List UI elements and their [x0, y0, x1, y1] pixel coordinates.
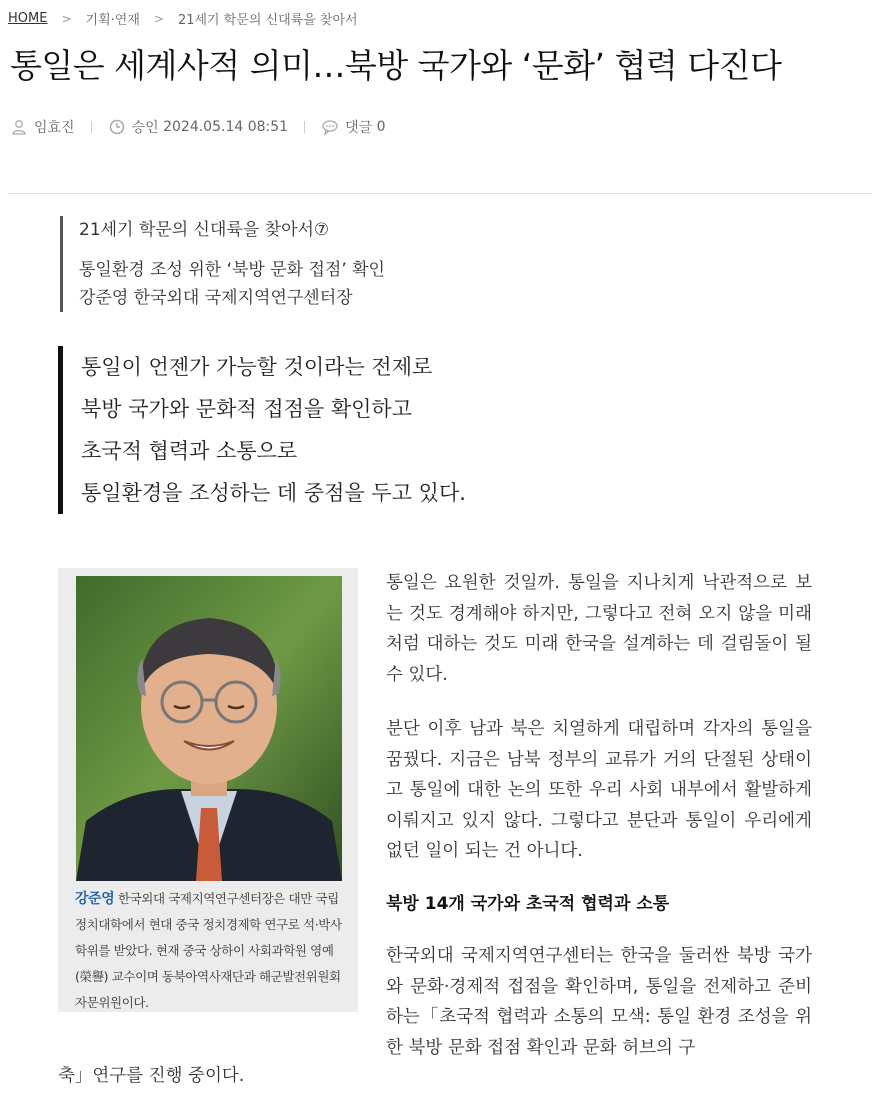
author-name[interactable]: 임효진 — [34, 120, 75, 136]
summary-line: 초국적 협력과 소통으로 — [81, 439, 298, 463]
body-paragraph: 한국외대 국제지역연구센터는 한국을 둘러싼 북방 국가와 문화·경제적 접점을 확인하며, 통일을 전제하고 준비하는「초국적 협력과 소통의 모색: 통일 환경 조성을 위한 북방 문화 접점 확인과 문화 허브의 구 — [386, 946, 812, 1058]
article-meta — [10, 117, 386, 137]
caption-name: 강준영 — [75, 891, 115, 907]
caption-text: 한국외대 국제지역연구센터장은 대만 국립정치대학에서 현대 중국 정치경제학 연구로 석·박사 학위를 받았다. 현재 중국 상하이 사회과학원 영예(榮譽) 교수이며 동북아역사재단과 해군발전위원회 자문위원이다. — [75, 891, 342, 1010]
subtitle-line: 통일환경 조성 위한 ‘북방 문화 접점’ 확인 — [79, 260, 385, 280]
user-icon — [10, 118, 28, 136]
subtitle-author-line: 강준영 한국외대 국제지역연구센터장 — [79, 288, 353, 308]
breadcrumb — [8, 9, 358, 28]
summary-block — [58, 346, 801, 514]
meta-divider — [304, 121, 305, 133]
summary-line: 통일환경을 조성하는 데 중점을 두고 있다. — [81, 481, 466, 505]
article-body — [386, 568, 812, 1063]
photo-figure — [58, 568, 358, 1012]
breadcrumb-item-series[interactable]: 21세기 학문의 신대륙을 찾아서 — [177, 13, 358, 28]
chevron-right-icon: > — [153, 11, 164, 26]
series-title: 21세기 학문의 신대륙을 찾아서⑦ — [79, 220, 330, 240]
section-heading: 북방 14개 국가와 초국적 협력과 소통 — [386, 893, 670, 914]
subtitle-block — [60, 216, 779, 312]
summary-line: 통일이 언젠가 가능할 것이라는 전제로 — [81, 355, 433, 379]
body-paragraph-continuation: 축」연구를 진행 중이다. — [58, 1066, 245, 1086]
approved-label: 승인 — [131, 120, 159, 136]
comments-count: 0 — [376, 119, 386, 135]
comments-info[interactable] — [321, 117, 385, 137]
body-paragraph: 통일은 요원한 것일까. 통일을 지나치게 낙관적으로 보는 것도 경계해야 하지만, 그렇다고 전혀 오지 않을 미래처럼 대하는 것도 미래 한국을 설계하는 데 걸림돌이 될 수 있다. — [386, 573, 812, 685]
breadcrumb-home-link[interactable]: HOME — [8, 11, 48, 26]
comment-bubble-icon — [321, 118, 339, 136]
breadcrumb-item-series-category[interactable]: 기획·연재 — [85, 13, 140, 28]
photo-caption — [75, 886, 347, 1016]
divider — [8, 193, 872, 194]
author-portrait-photo — [76, 576, 342, 881]
approved-datetime: 2024.05.14 08:51 — [163, 119, 289, 135]
body-paragraph: 분단 이후 남과 북은 치열하게 대립하며 각자의 통일을 꿈꿨다. 지금은 남북 정부의 교류가 거의 단절된 상태이고 통일에 대한 논의 또한 우리 사회 내부에서 활발하게 이뤄지고 있지 않다. 그렇다고 분단과 통일이 우리에게 없던 일이 되는 건 아니다. — [386, 719, 812, 861]
author-info — [10, 117, 75, 137]
article-title: 통일은 세계사적 의미…북방 국가와 ‘문화’ 협력 다진다 — [10, 46, 782, 85]
meta-divider — [91, 121, 92, 133]
approved-info — [108, 117, 288, 137]
clock-icon — [108, 118, 126, 136]
chevron-right-icon: > — [61, 11, 72, 26]
summary-line: 북방 국가와 문화적 접점을 확인하고 — [81, 397, 412, 421]
comments-label: 댓글 — [345, 120, 373, 136]
